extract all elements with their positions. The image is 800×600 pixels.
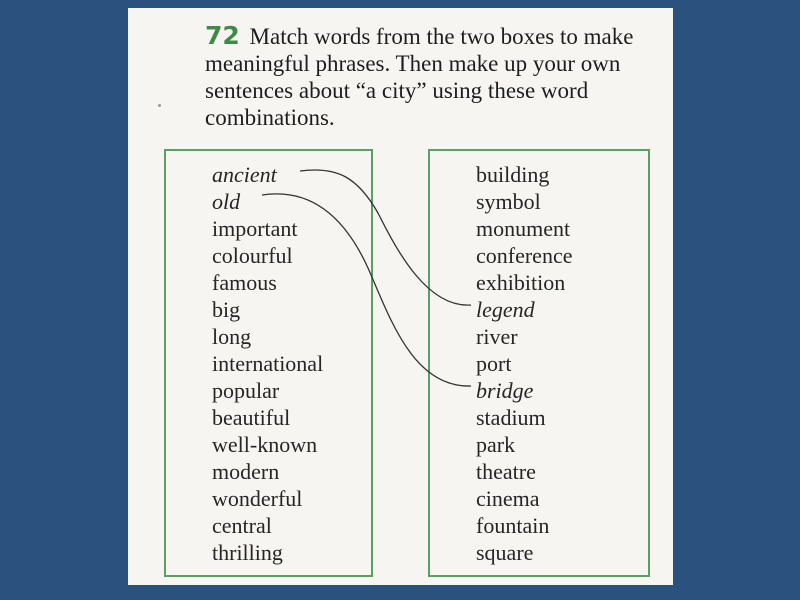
adjective-international: international — [212, 351, 324, 376]
noun-legend: legend — [476, 297, 535, 322]
noun-park: park — [476, 432, 516, 457]
noun-exhibition: exhibition — [476, 270, 566, 295]
adjective-colourful: colourful — [212, 243, 293, 268]
exercise-heading — [205, 22, 645, 131]
adjectives-box — [164, 149, 373, 577]
noun-building: building — [476, 162, 550, 187]
noun-symbol: symbol — [476, 189, 541, 214]
noun-theatre: theatre — [476, 459, 536, 484]
adjective-old: old — [212, 189, 241, 214]
exercise-instruction: Match words from the two boxes to make meaningful phrases. Then make up your own sentences about “a city” using these word combinations. — [205, 24, 634, 130]
noun-fountain: fountain — [476, 513, 550, 538]
noun-list — [476, 161, 572, 566]
workbook-page — [128, 8, 673, 585]
adjective-thrilling: thrilling — [212, 540, 283, 565]
adjective-big: big — [212, 297, 241, 322]
noun-stadium: stadium — [476, 405, 546, 430]
noun-square: square — [476, 540, 534, 565]
noun-bridge: bridge — [476, 378, 534, 403]
adjective-well-known: well-known — [212, 432, 318, 457]
noun-monument: monument — [476, 216, 571, 241]
adjective-wonderful: wonderful — [212, 486, 303, 511]
adjective-beautiful: beautiful — [212, 405, 291, 430]
adjective-ancient: ancient — [212, 162, 277, 187]
adjective-important: important — [212, 216, 298, 241]
nouns-box — [428, 149, 650, 577]
adjective-list — [212, 161, 323, 566]
adjective-famous: famous — [212, 270, 277, 295]
exercise-number: 72 — [205, 21, 240, 50]
noun-cinema: cinema — [476, 486, 540, 511]
adjective-modern: modern — [212, 459, 280, 484]
noun-port: port — [476, 351, 512, 376]
noun-conference: conference — [476, 243, 573, 268]
page-speck — [158, 104, 161, 107]
adjective-popular: popular — [212, 378, 280, 403]
adjective-long: long — [212, 324, 252, 349]
adjective-central: central — [212, 513, 272, 538]
noun-river: river — [476, 324, 518, 349]
